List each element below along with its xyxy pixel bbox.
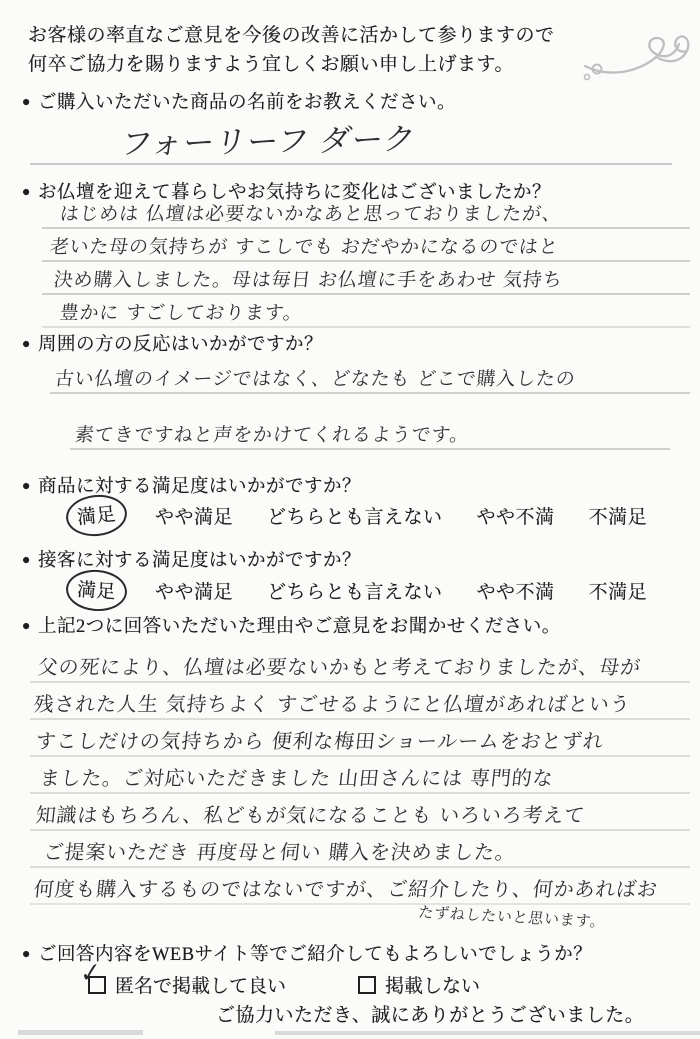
question-reason: [22, 612, 561, 638]
handwritten-answer-line: 残された人生 気持ちよく すごせるようにと仏壇があればという: [32, 692, 632, 716]
rating-option: やや満足: [155, 507, 234, 528]
scan-edge: [275, 1031, 700, 1035]
question-life-change-label: お仏壇を迎えて暮らしやお気持ちに変化はございましたか？: [37, 183, 551, 203]
bullet-icon: ●: [22, 337, 31, 352]
question-reactions-label: 周囲の方の反応はいかがですか？: [37, 335, 323, 355]
handwritten-answer-line: 知識はもちろん、私どもが気になることも いろいろ考えて: [34, 803, 587, 827]
bullet-icon: ●: [22, 185, 31, 200]
life-change-answer-block: [42, 196, 690, 328]
question-web-publish: [22, 940, 592, 966]
handwritten-answer-line: 古い仏壇のイメージではなく、どなたも どこで購入したの: [53, 368, 577, 390]
flourish-icon: [582, 28, 694, 88]
bullet-icon: ●: [22, 95, 31, 110]
question-product-name-label: ご購入いただいた商品の名前をお教えください。: [37, 93, 456, 113]
handwritten-answer-line: ました。ご対応いただきました 山田さんには 専門的な: [38, 766, 555, 790]
bullet-icon: ●: [22, 479, 31, 494]
rating-option: どちらとも言えない: [267, 582, 443, 603]
reactions-answer-line-2: [70, 412, 670, 450]
handwritten-overflow-note: たずねしたいと思います。: [417, 903, 608, 931]
rating-option: やや不満: [476, 582, 555, 603]
handwritten-answer-line: 老いた母の気持ちが すこしでも おだやかになるのではと: [48, 236, 560, 258]
checkbox-anonymous-ok: [88, 971, 286, 998]
question-web-publish-label: ご回答内容をWEBサイト等でご紹介してもよろしいでしょうか？: [37, 945, 593, 965]
checkbox-no-publish: [358, 971, 480, 998]
handwritten-answer-line: 決め購入しました。母は毎日 お仏壇に手をあわせ 気持ち: [52, 269, 564, 291]
header-line-2: 何卒ご協力を賜りますよう宜しくお願い申し上げます。: [28, 54, 514, 75]
selected-circle: [65, 568, 129, 613]
checkbox-icon: [88, 976, 106, 994]
bullet-icon: ●: [22, 553, 31, 568]
rating-option: やや満足: [155, 582, 234, 603]
rating-option: やや不満: [476, 507, 555, 528]
rating-option: 満足: [76, 579, 117, 604]
checkbox-no-publish-label: 掲載しない: [385, 976, 481, 997]
rating-option: 不満足: [588, 507, 648, 528]
checkbox-icon: [358, 976, 376, 994]
handwritten-answer-line: すこしだけの気持ちから 便利な梅田ショールームをおとずれ: [34, 729, 606, 753]
bullet-icon: ●: [22, 947, 31, 962]
question-service-satisfaction: [22, 546, 361, 572]
header-line-1: お客様の率直なご意見を今後の改善に活かして参りますので: [28, 25, 555, 46]
question-product-satisfaction: [22, 472, 361, 498]
rating-option: 不満足: [588, 582, 648, 603]
selected-circle: [64, 492, 129, 539]
reactions-answer-line-1: [50, 358, 690, 394]
handwritten-answer-line: はじめは 仏壇は必要ないかなあと思っておりましたが、: [58, 203, 563, 225]
bullet-icon: ●: [22, 619, 31, 634]
thank-you-text: ご協力いただき、誠にありがとうございました。: [216, 1005, 645, 1026]
rating-option: どちらとも言えない: [267, 507, 443, 528]
question-reactions: [22, 330, 323, 356]
question-product-name: [22, 88, 456, 114]
check-mark-icon: ✓: [79, 956, 102, 989]
handwritten-answer-line: 素てきですねと声をかけてくれるようです。: [73, 424, 471, 446]
answer-underline: [30, 163, 672, 165]
handwritten-answer-line: ご提案いただき 再度母と伺い 購入を決めました。: [42, 840, 518, 864]
handwritten-answer-line: 父の死により、仏壇は必要ないかもと考えておりましたが、母が: [36, 655, 643, 679]
handwritten-answer-line: 何度も購入するものではないですが、ご紹介したり、何かあればお: [32, 877, 660, 901]
rating-option: 満足: [76, 504, 118, 529]
question-service-satisfaction-label: 接客に対する満足度はいかがですか？: [37, 551, 361, 571]
rating-row-product: [72, 501, 647, 530]
question-product-satisfaction-label: 商品に対する満足度はいかがですか？: [37, 477, 361, 497]
checkbox-anonymous-ok-label: 匿名で掲載して良い: [115, 976, 287, 997]
scan-edge: [18, 1030, 143, 1035]
handwritten-product-name: フォーリーフ ダーク: [118, 121, 419, 163]
question-reason-label: 上記2つに回答いただいた理由やご意見をお聞かせください。: [37, 617, 561, 637]
rating-row-service: [72, 576, 647, 605]
handwritten-answer-line: 豊かに すごしております。: [58, 302, 304, 324]
reason-answer-block: [30, 646, 690, 905]
